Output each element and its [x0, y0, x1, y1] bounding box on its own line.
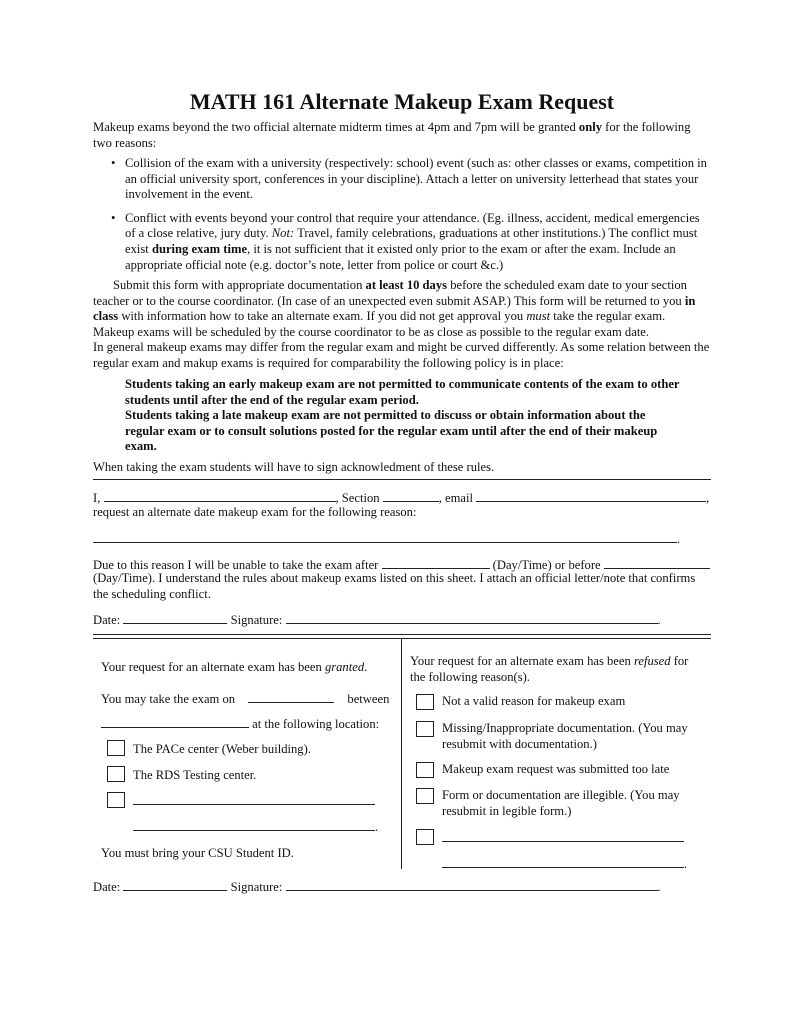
take-exam-line — [101, 690, 389, 708]
date-signature-line — [93, 611, 661, 629]
footer-date-label: Date: — [93, 880, 121, 894]
footer-date-signature — [93, 878, 661, 896]
time-field[interactable] — [101, 715, 249, 728]
invalid-reason-label: Not a valid reason for makeup exam — [442, 694, 626, 708]
submit-text: before the scheduled exam date to your section teacher or to the course coordinator. (In case of an unexpected even submit ASAP.) This form will be returned to you — [93, 278, 687, 308]
reason-line — [93, 530, 680, 548]
email-label: , email — [438, 491, 474, 505]
other-reason-checkbox[interactable] — [416, 829, 434, 845]
acknowledge-text: When taking the exam students will have to sign acknowledment of these rules. — [93, 460, 495, 474]
submit-bold: at least 10 days — [365, 278, 448, 292]
refused-text — [410, 654, 705, 685]
refused-reason-3 — [416, 762, 706, 778]
intro-text-end: for the following two reasons: — [93, 120, 691, 150]
invalid-reason-checkbox[interactable] — [416, 694, 434, 710]
pace-label: The PACe center (Weber building). — [133, 742, 311, 756]
refused-text-before: Your request for an alternate exam has been — [410, 654, 634, 668]
date-field[interactable] — [123, 611, 227, 624]
submit-paragraph — [93, 278, 711, 325]
period: . — [684, 857, 688, 871]
other-location-field[interactable] — [133, 792, 375, 805]
intro-bold: only — [578, 120, 603, 134]
policy-block — [125, 377, 685, 455]
granted-text-before: Your request for an alternate exam has been — [101, 660, 325, 674]
reason-field[interactable] — [93, 530, 677, 543]
understand-text: (Day/Time). I understand the rules about makeup exams listed on this sheet. I attach an official letter/note that confirms the scheduling conflict. — [93, 571, 696, 601]
bullet-text: Travel, family celebrations, graduations at other institutions.) The conflict must exist — [125, 226, 698, 256]
illegible-checkbox[interactable] — [416, 788, 434, 804]
submit-section — [93, 278, 711, 372]
double-rule-top — [93, 634, 711, 635]
student-id-note: You must bring your CSU Student ID. — [101, 846, 294, 860]
period: . — [657, 880, 661, 894]
other-reason-field[interactable] — [442, 829, 684, 842]
too-late-label: Makeup exam request was submitted too late — [442, 762, 670, 776]
refused-status: refused — [633, 654, 671, 668]
other-location-line2 — [133, 818, 378, 836]
schedule-note: Makeup exams will be scheduled by the course coordinator to be as close as possible to the regular exam date. — [93, 324, 650, 339]
section-label: , Section — [335, 491, 380, 505]
policy-early: Students taking an early makeup exam are not permitted to communicate contents of the exam to other students until after the end of the regular exam period. — [125, 377, 680, 407]
i-label: I, — [93, 491, 101, 505]
too-late-checkbox[interactable] — [416, 762, 434, 778]
missing-doc-label: Missing/Inappropriate documentation. (You may resubmit with documentation.) — [442, 721, 688, 751]
identity-line — [93, 489, 709, 507]
refused-other — [416, 829, 684, 847]
bullet-icon: • — [111, 156, 116, 170]
granted-text — [101, 660, 393, 676]
refused-text-after: for the following reason(s). — [410, 654, 689, 684]
take-label: You may take the exam on — [101, 692, 236, 706]
footer-signature-field[interactable] — [286, 878, 658, 891]
location-label: at the following location: — [252, 717, 380, 731]
refused-reason-4 — [416, 788, 706, 819]
bullet-text: , it is not sufficient that it existed only prior to the exam or after the exam. Include an appropriate official note (e.g. doctor’s note, letter from police or court &c.) — [125, 241, 676, 272]
policy-late: Students taking a late makeup exam are not permitted to discuss or obtain information about the regular exam or to consult solutions posted for the regular exam until after the end of their makeup exam. — [125, 408, 658, 454]
page-title: MATH 161 Alternate Makeup Exam Request — [189, 89, 615, 114]
column-divider — [401, 639, 402, 869]
unable-text: Due to this reason I will be unable to take the exam after — [93, 558, 379, 572]
pace-checkbox[interactable] — [107, 740, 125, 756]
bullet-icon: • — [111, 210, 116, 225]
period: . — [375, 820, 379, 834]
submit-italic: must — [526, 309, 551, 324]
email-field[interactable] — [476, 489, 706, 502]
comma: , — [706, 491, 710, 505]
intro-paragraph — [93, 120, 711, 151]
granted-status: granted — [324, 660, 365, 674]
option-rds — [107, 766, 256, 784]
daytime-or-before: (Day/Time) or before — [492, 558, 601, 572]
option-other — [107, 792, 375, 810]
before-field[interactable] — [604, 556, 710, 569]
list-item — [93, 211, 711, 273]
name-field[interactable] — [104, 489, 336, 502]
refused-other-line2 — [442, 855, 687, 873]
illegible-label: Form or documentation are illegible. (You may resubmit in legible form.) — [442, 788, 680, 818]
exam-date-field[interactable] — [248, 690, 334, 703]
granted-text-after: . — [364, 660, 368, 674]
reasons-list — [93, 156, 711, 280]
submit-text: with information how to take an alternate exam. If you did not get approval you — [118, 309, 527, 324]
other-location-field-2[interactable] — [133, 818, 375, 831]
location-line — [101, 715, 379, 733]
submit-bold: in class — [93, 293, 696, 324]
option-pace — [107, 740, 311, 758]
period: . — [657, 613, 661, 627]
double-rule-bottom — [93, 638, 711, 639]
bullet-bold: during exam time — [151, 241, 248, 256]
other-location-checkbox[interactable] — [107, 792, 125, 808]
period: . — [677, 532, 681, 546]
signature-field[interactable] — [286, 611, 658, 624]
rds-checkbox[interactable] — [107, 766, 125, 782]
section-field[interactable] — [383, 489, 439, 502]
submit-text: Submit this form with appropriate documentation — [113, 278, 366, 292]
intro-text: Makeup exams beyond the two official alternate midterm times at 4pm and 7pm will be granted — [93, 120, 579, 134]
date-label: Date: — [93, 613, 121, 627]
between-label: between — [347, 692, 390, 706]
after-field[interactable] — [382, 556, 490, 569]
list-item — [93, 156, 711, 203]
refused-reason-2 — [416, 721, 706, 752]
request-text: request an alternate date makeup exam for the following reason: — [93, 505, 417, 519]
refused-reason-1 — [416, 694, 706, 710]
bullet-text: Conflict with events beyond your control that require your attendance. (Eg. illness, accident, medical emergencies of a close relative, jury duty. — [125, 210, 700, 241]
refused-column — [410, 654, 705, 685]
footer-date-field[interactable] — [123, 878, 227, 891]
granted-column — [101, 660, 393, 676]
divider — [93, 479, 711, 480]
other-reason-field-2[interactable] — [442, 855, 684, 868]
footer-signature-label: Signature: — [230, 880, 283, 894]
submit-text: take the regular exam. — [550, 309, 666, 324]
signature-label: Signature: — [230, 613, 283, 627]
bullet-not-label: Not: — [271, 226, 295, 241]
missing-doc-checkbox[interactable] — [416, 721, 434, 737]
rds-label: The RDS Testing center. — [133, 768, 257, 782]
policy-intro: In general makeup exams may differ from the regular exam and might be curved differently. As some relation between the regular exam and makup exams is required for comparability the following policy is in place: — [93, 340, 710, 370]
bullet-text: Collision of the exam with a university (respectively: school) event (such as: other classes or exams, competition in an official university sport, conferences in your discipline). Attach a letter on university letterhead that states your involvement in the event. — [125, 156, 707, 202]
